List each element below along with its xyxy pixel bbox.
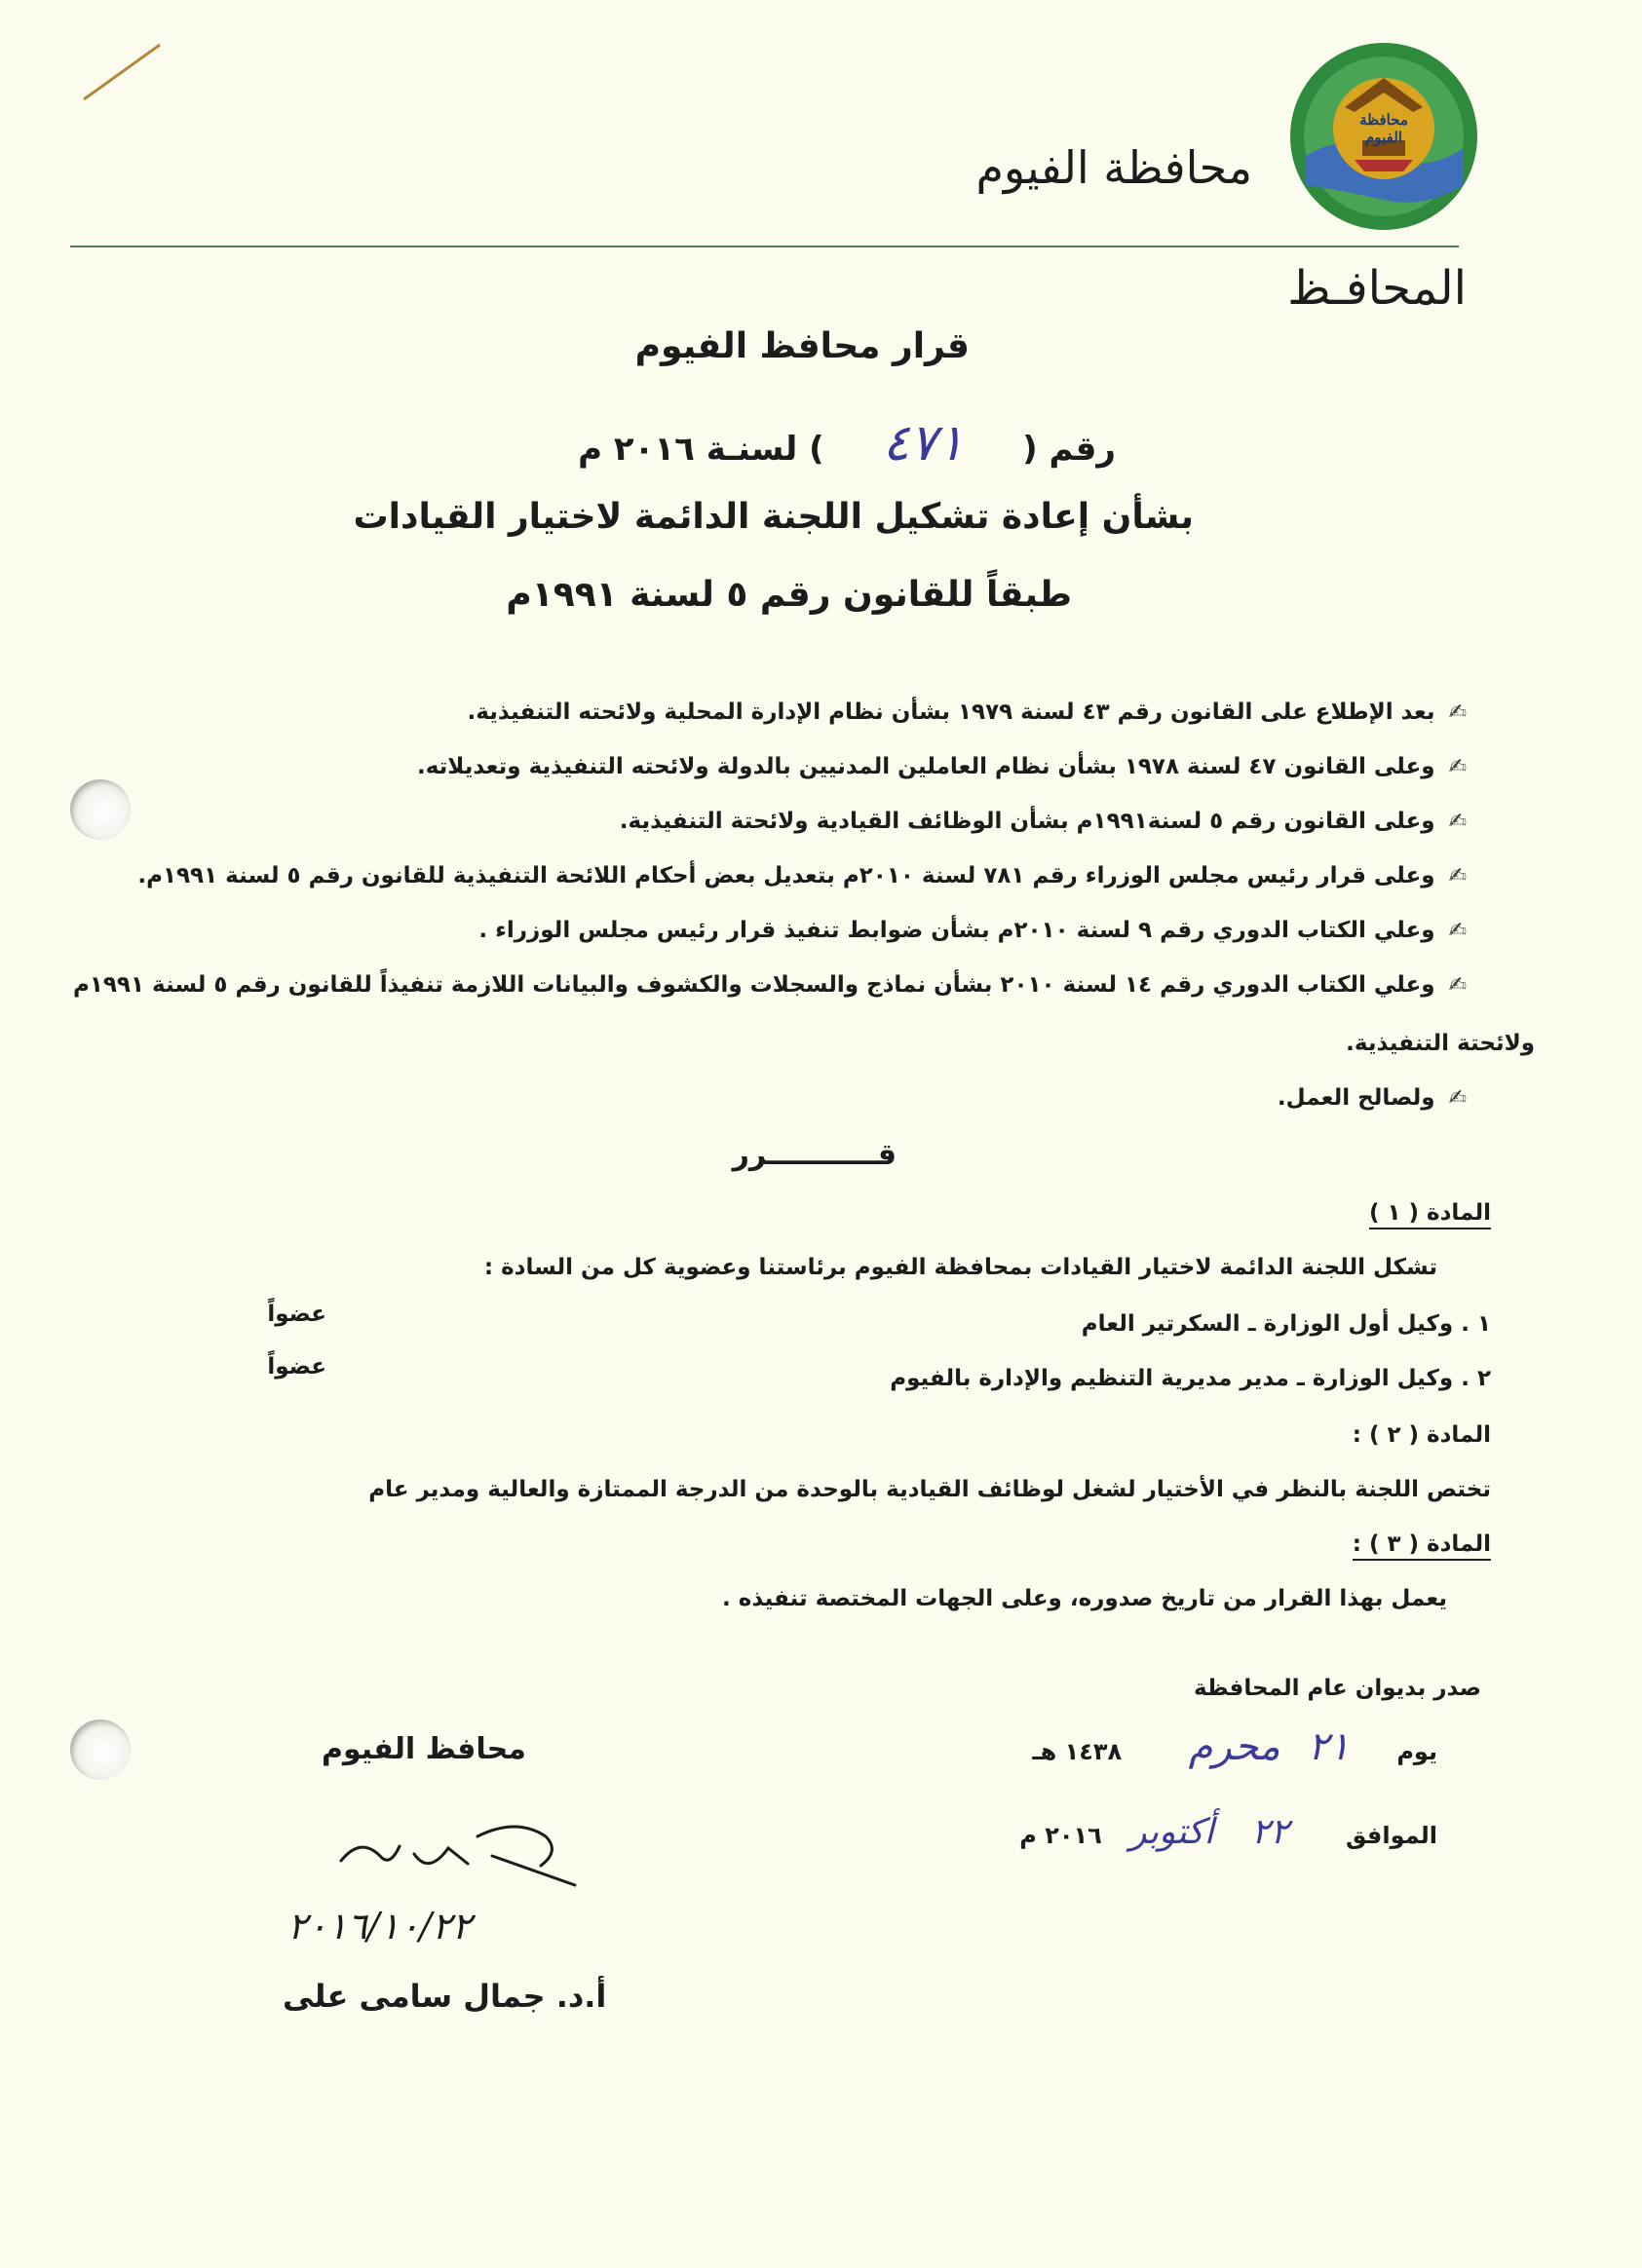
signature-icon: [322, 1807, 585, 1914]
preamble-item: ✍بعد الإطلاع على القانون رقم ٤٣ لسنة ١٩٧٩ بشأن نظام الإدارة المحلية ولائحته التنفيذية.: [467, 699, 1467, 725]
signatory-name: أ.د. جمال سامى على: [283, 1978, 607, 2015]
preamble-item: ✍وعلى القانون ٤٧ لسنة ١٩٧٨ بشأن نظام العاملين المدنيين بالدولة ولائحته التنفيذية وتعديلاته.: [416, 754, 1467, 779]
greg-day: ٢٢: [1251, 1812, 1289, 1852]
article-3-text: يعمل بهذا القرار من تاريخ صدوره، وعلى الجهات المختصة تنفيذه .: [722, 1586, 1447, 1611]
decree-number-line: [578, 414, 1116, 472]
emblem-text: محافظة الفيوم: [1359, 111, 1408, 146]
hijri-date-line: [1032, 1724, 1437, 1769]
signatory-title: محافظ الفيوم: [322, 1732, 526, 1766]
year-label: ) لسنـة ٢٠١٦ م: [578, 430, 824, 469]
header-rule: [70, 246, 1459, 247]
pen-mark-icon: ✍: [1448, 973, 1467, 998]
issued-at: صدر بديوان عام المحافظة: [1193, 1676, 1481, 1701]
hijri-day: ٢١: [1308, 1724, 1350, 1769]
pen-mark-icon: ✍: [1448, 810, 1467, 834]
signature-date: ٢٠١٦/١٠/٢٢: [287, 1905, 472, 1947]
preamble-item: ✍وعلي الكتاب الدوري رقم ١٤ لسنة ٢٠١٠ بشأن نماذج والسجلات والكشوف والبيانات اللازمة تنفيذاً للقانون رقم ٥ لسنة ١٩٩١م: [72, 972, 1467, 998]
member-2-role: عضواً: [267, 1354, 326, 1380]
article-1-heading: المادة ( ١ ): [1369, 1200, 1491, 1229]
day-label: يوم: [1396, 1738, 1437, 1765]
decree-subject-1: بشأن إعادة تشكيل اللجنة الدائمة لاختيار القيادات: [353, 497, 1194, 537]
office-title: المحافـظ: [1287, 261, 1467, 316]
greg-month: أكتوبر: [1129, 1812, 1214, 1852]
pen-mark-icon: ✍: [1448, 700, 1467, 725]
decision-word: قـــــــــــرر: [732, 1138, 897, 1172]
member-1: ١ . وكيل أول الوزارة ـ السكرتير العام: [1081, 1311, 1491, 1337]
preamble-item: ✍وعلي الكتاب الدوري رقم ٩ لسنة ٢٠١٠م بشأن ضوابط تنفيذ قرار رئيس مجلس الوزراء .: [478, 918, 1467, 943]
number-label: رقم (: [1022, 430, 1116, 469]
member-2: ٢ . وكيل الوزارة ـ مدير مديرية التنظيم والإدارة بالفيوم: [890, 1366, 1491, 1391]
greg-year: ٢٠١٦ م: [1019, 1822, 1102, 1849]
pen-mark-icon: ✍: [1448, 919, 1467, 943]
article-2-text: تختص اللجنة بالنظر في الأختيار لشغل لوظائف القيادية بالوحدة من الدرجة الممتازة والعالية ومدير عام: [368, 1477, 1491, 1502]
pen-mark-icon: ✍: [1448, 755, 1467, 779]
decree-subject-2: طبقاً للقانون رقم ٥ لسنة ١٩٩١م: [506, 575, 1072, 615]
hijri-month: محرم: [1188, 1724, 1280, 1769]
corresponding-label: الموافق: [1346, 1822, 1437, 1849]
preamble-item: ✍وعلى قرار رئيس مجلس الوزراء رقم ٧٨١ لسنة ٢٠١٠م بتعديل بعض أحكام اللائحة التنفيذية للقانون رقم ٥ لسنة ١٩٩١م.: [137, 863, 1467, 888]
gregorian-date-line: [1019, 1812, 1437, 1852]
article-3-heading: المادة ( ٣ ) :: [1353, 1531, 1491, 1561]
preamble-item: ✍وعلى القانون رقم ٥ لسنة١٩٩١م بشأن الوظائف القيادية ولائحتة التنفيذية.: [619, 809, 1467, 834]
hijri-year: ١٤٣٨ هـ: [1032, 1738, 1123, 1765]
pencil-mark: [78, 39, 166, 107]
decree-number: ٤٧١: [882, 414, 965, 472]
member-1-role: عضواً: [267, 1302, 326, 1327]
governorate-name: محافظة الفيوم: [975, 141, 1252, 194]
punch-hole-bottom: [70, 1720, 131, 1780]
pen-mark-icon: ✍: [1448, 864, 1467, 888]
pen-mark-icon: ✍: [1448, 1086, 1467, 1111]
article-2-heading: المادة ( ٢ ) :: [1352, 1422, 1491, 1448]
decree-title: قرار محافظ الفيوم: [634, 326, 970, 366]
preamble-continuation: ولائحتة التنفيذية.: [1346, 1031, 1535, 1056]
preamble-item: ✍ولصالح العمل.: [1277, 1085, 1467, 1111]
governorate-emblem: [1286, 39, 1481, 234]
article-1-intro: تشكل اللجنة الدائمة لاختيار القيادات بمحافظة الفيوم برئاستنا وعضوية كل من السادة :: [483, 1255, 1437, 1280]
